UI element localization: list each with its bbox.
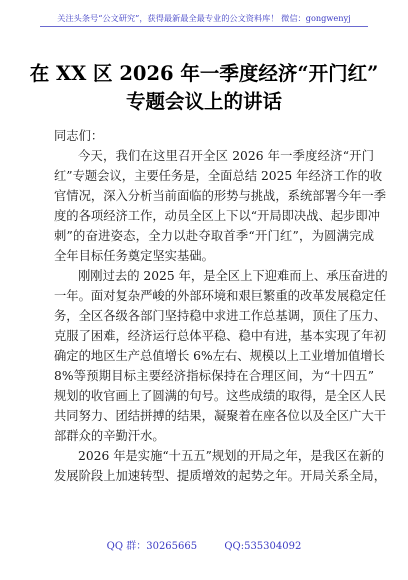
body-line: 确定的地区生产总值增长 6%左右、规模以上工业增加值增长: [54, 349, 385, 363]
body-line: 刺”的奋进姿态，全力以赴夺取首季“开门红”，为圆满完成: [54, 229, 374, 243]
body-line: 务，全区各级各部门坚持稳中求进工作总基调，顶住了压力、: [54, 309, 387, 323]
body-line: 2026 年是实施“十五五”规划的开局之年，是我区在新的: [78, 449, 385, 463]
body-line: 8%等预期目标主要经济指标保持在合理区间，为“十四五”: [54, 369, 374, 383]
body-line: 克服了困难，经济运行总体平稳、稳中有进，基本实现了年初: [54, 329, 387, 343]
body-line: 刚刚过去的 2025 年，是全区上下迎难而上、承压奋进的: [78, 269, 388, 283]
body-line: 规划的收官画上了圆满的句号。这些成绩的取得，是全区人民: [54, 389, 387, 403]
body-line: 红”专题会议，主要任务是，全面总结 2025 年经济工作的收: [54, 169, 383, 183]
header-divider: [40, 26, 368, 27]
salutation: 同志们：: [54, 129, 104, 143]
body-line: 部群众的辛勤汗水。: [54, 429, 165, 443]
header-promo-note: 关注头条号“公文研究”，获得最新最全最专业的公文资料库！ 微信：gongwenyj: [57, 13, 351, 23]
body-line: 发展阶段上加速转型、提质增效的起势之年。开局关系全局，: [54, 469, 387, 483]
footer-contact: [0, 537, 408, 552]
footer-qq-group: QQ 群：30265665: [106, 541, 198, 552]
document-title-line-1: 在 XX 区 2026 年一季度经济“开门红”: [29, 62, 379, 85]
body-line: 度的各项经济工作，动员全区上下以“开局即决战、起步即冲: [54, 209, 381, 223]
footer-qq: QQ:535304092: [224, 541, 302, 552]
body-line: 一年。面对复杂严峻的外部环境和艰巨繁重的改革发展稳定任: [54, 289, 387, 303]
document-title-line-2: 专题会议上的讲话: [125, 90, 282, 113]
body-line: 官情况，深入分析当前面临的形势与挑战，系统部署今年一季: [54, 189, 387, 203]
body-line: 全年目标任务奠定坚实基础。: [54, 249, 214, 263]
body-line: 今天，我们在这里召开全区 2026 年一季度经济“开门: [78, 149, 374, 163]
body-line: 共同努力、团结拼搏的结果，凝聚着在座各位以及全区广大干: [54, 409, 387, 423]
